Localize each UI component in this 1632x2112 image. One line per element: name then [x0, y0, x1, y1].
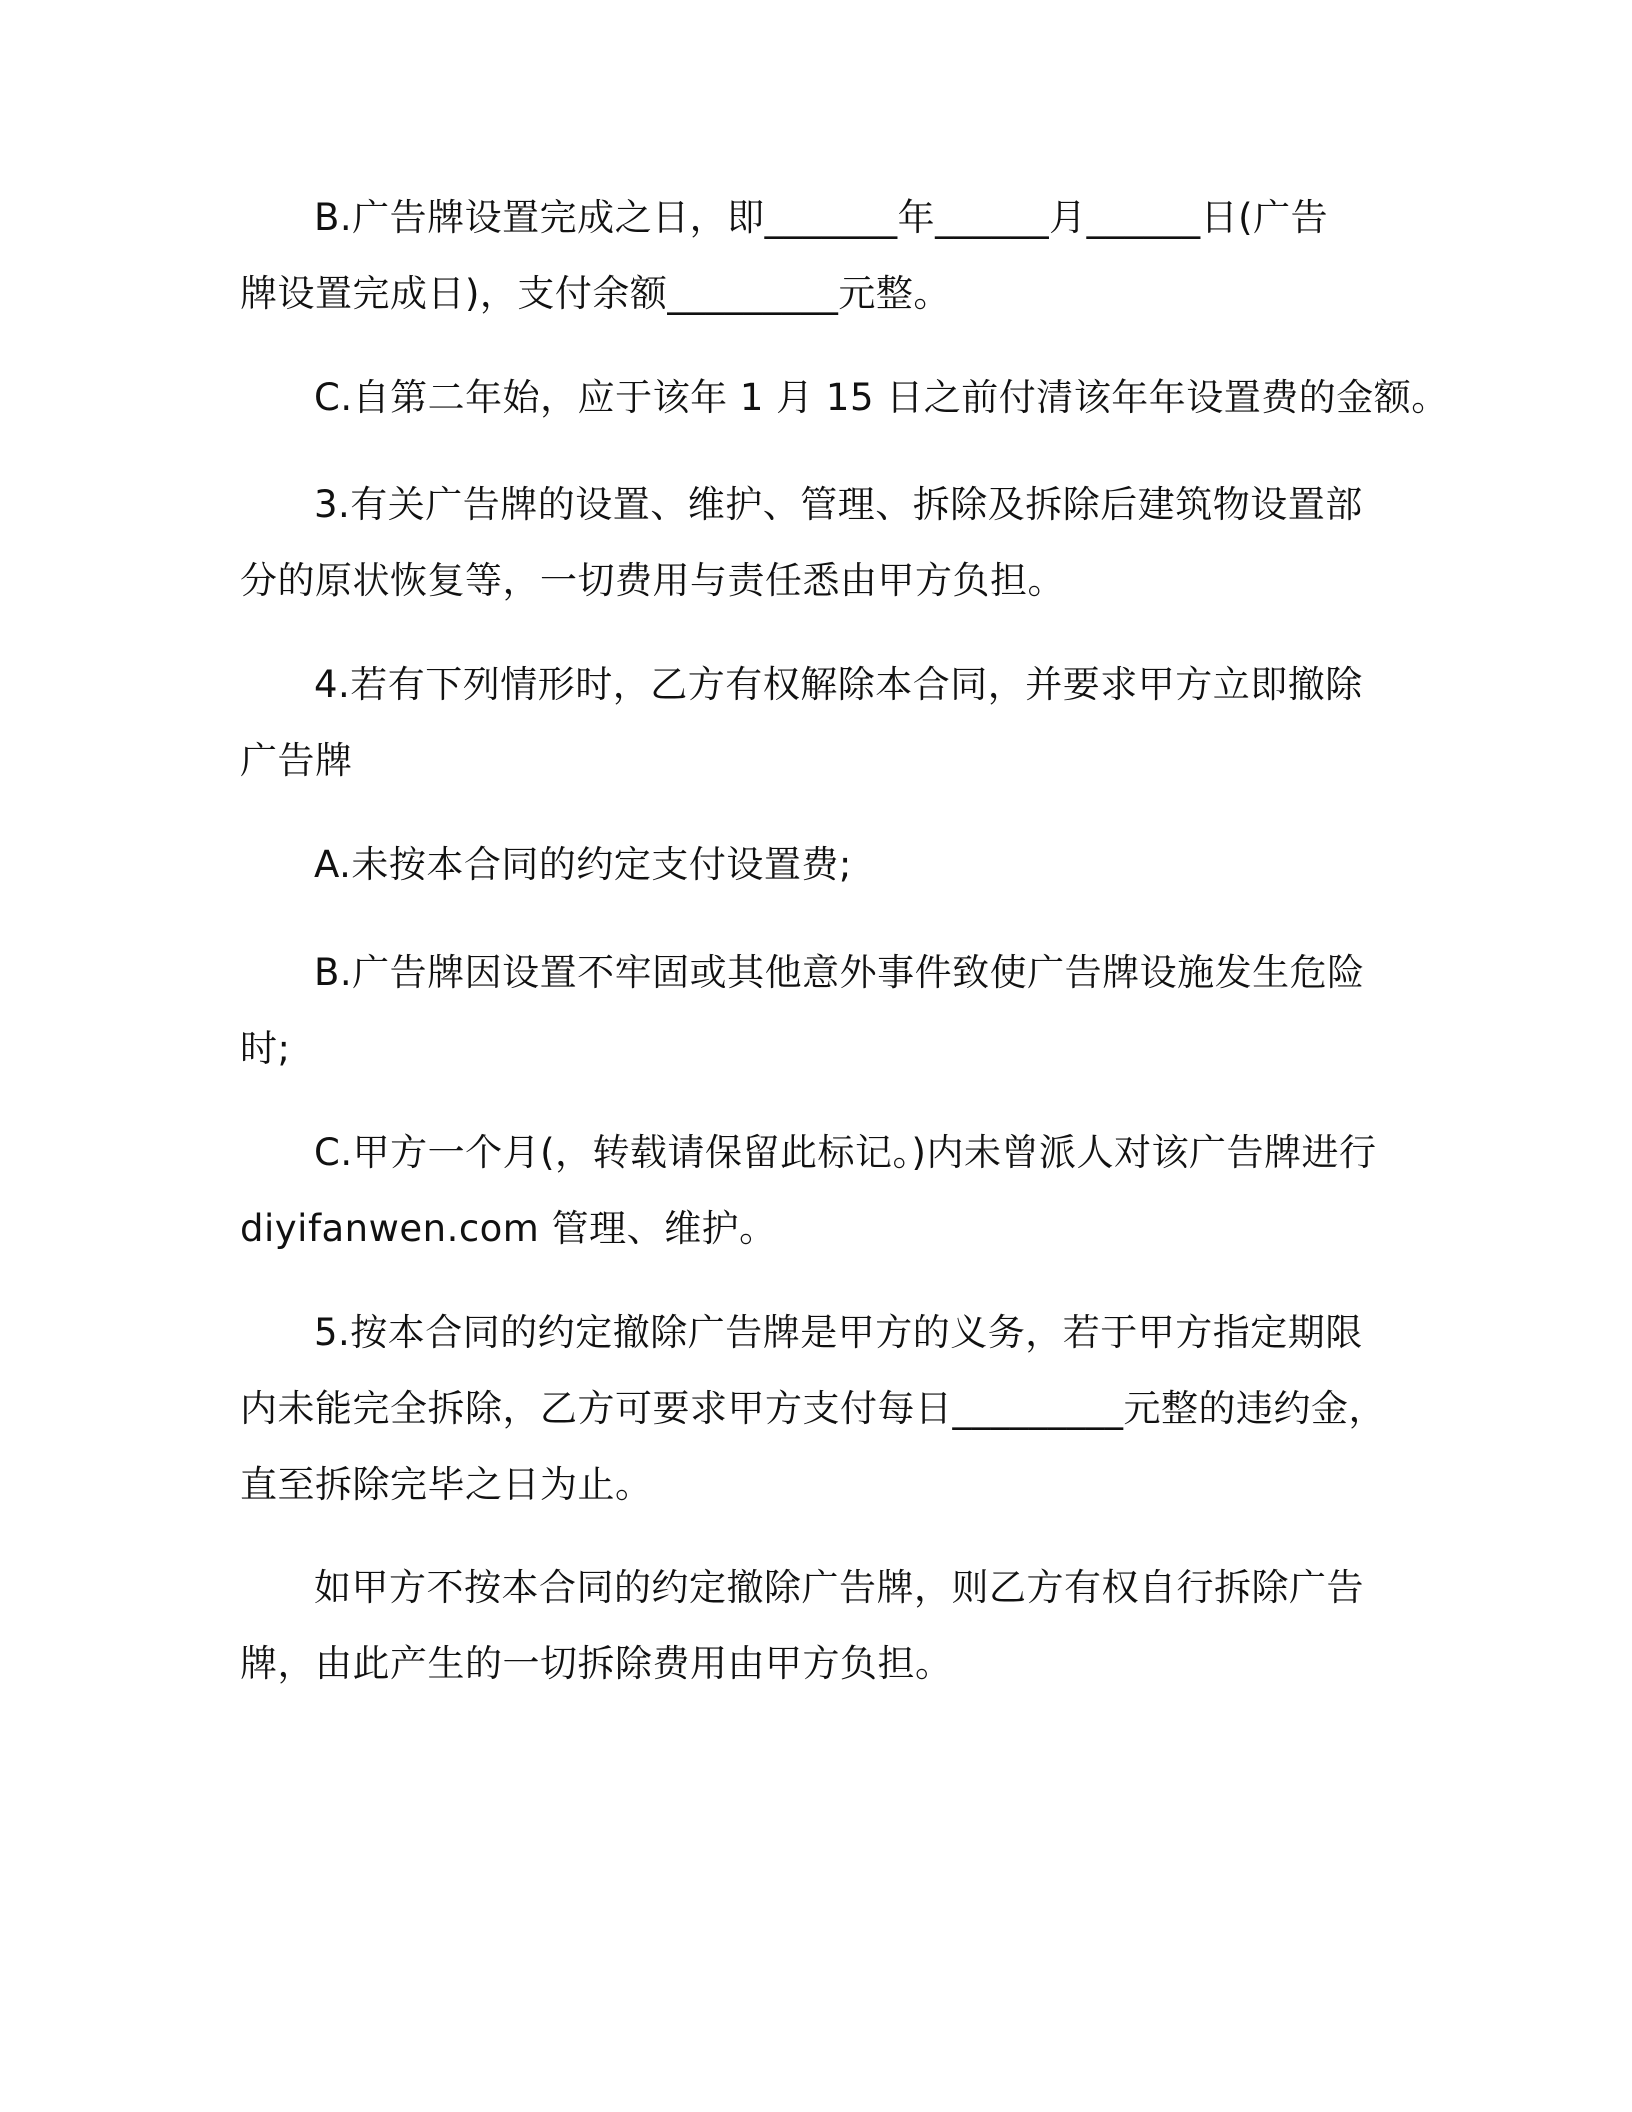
paragraph-c-no-maintenance — [240, 1115, 1440, 1267]
text-line: 广告牌 — [240, 739, 353, 782]
text-line: 5.按本合同的约定撤除广告牌是甲方的义务，若于甲方指定期限 — [314, 1311, 1363, 1354]
paragraph-5-removal-obligation — [240, 1295, 1440, 1523]
text-line: diyifanwen.com 管理、维护。 — [240, 1207, 777, 1250]
text-line: 直至拆除完毕之日为止。 — [240, 1463, 653, 1506]
text-line: 4.若有下列情形时，乙方有权解除本合同，并要求甲方立即撤除 — [314, 663, 1363, 706]
text-line: C.甲方一个月(，转载请保留此标记。)内未曾派人对该广告牌进行 — [314, 1131, 1377, 1174]
text-line: A.未按本合同的约定支付设置费; — [314, 843, 852, 886]
text-line: B.广告牌设置完成之日，即_______年______月______日(广告 — [314, 196, 1329, 239]
text-line: 牌，由此产生的一切拆除费用由甲方负担。 — [240, 1642, 953, 1685]
text-line: 内未能完全拆除，乙方可要求甲方支付每日_________元整的违约金， — [240, 1387, 1386, 1430]
paragraph-a-unpaid-fee — [240, 827, 1440, 903]
text-line: B.广告牌因设置不牢固或其他意外事件致使广告牌设施发生危险 — [314, 951, 1365, 994]
paragraph-c-annual-fee — [240, 360, 1449, 436]
text-line: 时; — [240, 1027, 291, 1070]
paragraph-4-termination — [240, 647, 1440, 799]
text-line: 分的原状恢复等，一切费用与责任悉由甲方负担。 — [240, 559, 1065, 602]
text-line: C.自第二年始，应于该年 1 月 15 日之前付清该年年设置费的金额。 — [314, 376, 1449, 419]
paragraph-self-removal — [240, 1550, 1440, 1702]
text-line: 牌设置完成日)，支付余额_________元整。 — [240, 272, 951, 315]
paragraph-b-completion-payment — [240, 180, 1440, 332]
paragraph-3-costs — [240, 467, 1440, 619]
paragraph-b-danger — [240, 935, 1440, 1087]
text-line: 3.有关广告牌的设置、维护、管理、拆除及拆除后建筑物设置部 — [314, 483, 1363, 526]
text-line: 如甲方不按本合同的约定撤除广告牌，则乙方有权自行拆除广告 — [314, 1566, 1364, 1609]
